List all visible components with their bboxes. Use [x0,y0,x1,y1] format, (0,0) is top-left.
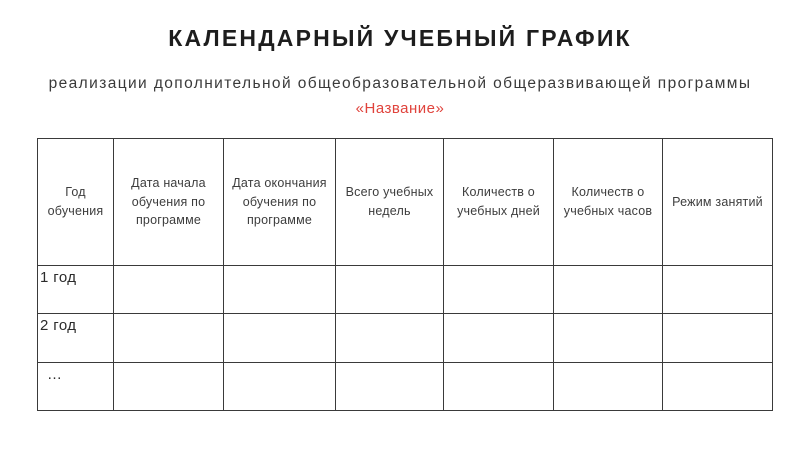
column-header-study-days: Количеств о учебных дней [444,139,554,266]
table-cell [444,363,554,411]
table-cell [114,314,224,363]
program-name-placeholder: «Название» [355,100,445,117]
table-cell [554,266,663,314]
table-row-year-1 [38,266,773,314]
row-label: 1 год [38,266,114,314]
table-cell [663,266,773,314]
table-cell [336,314,444,363]
table-cell [336,266,444,314]
table-cell [444,314,554,363]
table-row-year-2 [38,314,773,363]
slide-title: КАЛЕНДАРНЫЙ УЧЕБНЫЙ ГРАФИК [168,25,632,51]
column-header-total-weeks: Всего учебных недель [336,139,444,266]
row-label: 2 год [38,314,114,363]
column-header-end-date: Дата окончания обучения по программе [224,139,336,266]
table-row-ellipsis [38,363,773,411]
schedule-table [37,138,773,411]
table-cell [444,266,554,314]
table-cell [224,314,336,363]
table-cell [224,266,336,314]
slide-subtitle: реализации дополнительной общеобразовательной общеразвивающей программы [48,75,752,92]
table-cell [114,363,224,411]
header-row [38,139,773,266]
row-label: … [38,363,114,411]
column-header-year: Год обучения [38,139,114,266]
table-cell [224,363,336,411]
table-cell [554,314,663,363]
column-header-schedule-mode: Режим занятий [663,139,773,266]
table-cell [554,363,663,411]
table-cell [114,266,224,314]
column-header-start-date: Дата начала обучения по программе [114,139,224,266]
column-header-study-hours: Количеств о учебных часов [554,139,663,266]
table-cell [663,363,773,411]
table-cell [663,314,773,363]
table-cell [336,363,444,411]
